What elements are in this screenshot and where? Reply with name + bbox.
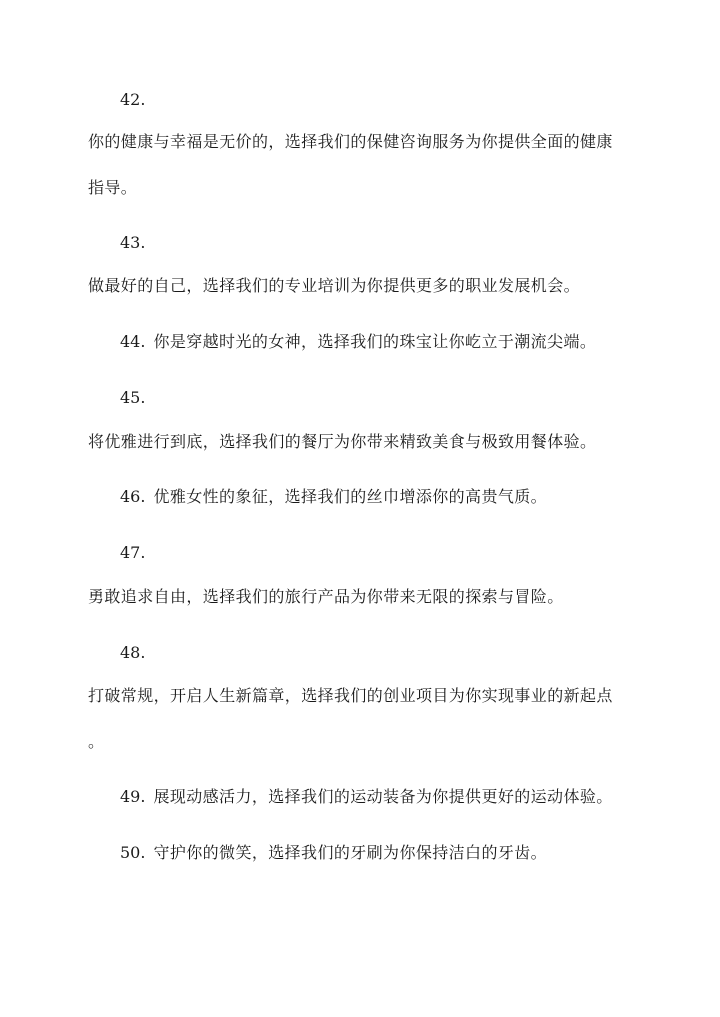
item-48-text-line1: 打破常规，开启人生新篇章，选择我们的创业项目为你实现事业的新起点 xyxy=(88,686,613,705)
item-47-text-line1: 勇敢追求自由，选择我们的旅行产品为你带来无限的探索与冒险。 xyxy=(88,587,564,606)
item-47-number: 47. xyxy=(120,543,146,562)
item-46-number: 46. xyxy=(120,487,146,506)
item-43-number: 43. xyxy=(120,233,146,252)
item-42-number: 42. xyxy=(120,90,146,109)
item-49-number: 49. xyxy=(120,787,146,806)
item-46-text: 优雅女性的象征，选择我们的丝巾增添你的高贵气质。 xyxy=(153,487,548,506)
item-42-text-line2: 指导。 xyxy=(88,178,138,197)
item-48-number: 48. xyxy=(120,643,146,662)
item-50 xyxy=(120,843,547,863)
item-46 xyxy=(120,487,547,507)
item-50-text: 守护你的微笑，选择我们的牙刷为你保持洁白的牙齿。 xyxy=(153,843,548,862)
item-43-text-line1: 做最好的自己，选择我们的专业培训为你提供更多的职业发展机会。 xyxy=(88,276,581,295)
item-50-number: 50. xyxy=(120,843,146,862)
item-42-text-line1: 你的健康与幸福是无价的，选择我们的保健咨询服务为你提供全面的健康 xyxy=(88,132,613,151)
item-49-text: 展现动感活力，选择我们的运动装备为你提供更好的运动体验。 xyxy=(153,787,613,806)
item-45-text-line1: 将优雅进行到底，选择我们的餐厅为你带来精致美食与极致用餐体验。 xyxy=(88,432,597,451)
item-44-text: 你是穿越时光的女神，选择我们的珠宝让你屹立于潮流尖端。 xyxy=(153,332,597,351)
item-44-number: 44. xyxy=(120,332,146,351)
item-48-text-line2: 。 xyxy=(88,732,105,751)
item-44 xyxy=(120,332,596,352)
item-49 xyxy=(120,787,613,807)
item-45-number: 45. xyxy=(120,388,146,407)
